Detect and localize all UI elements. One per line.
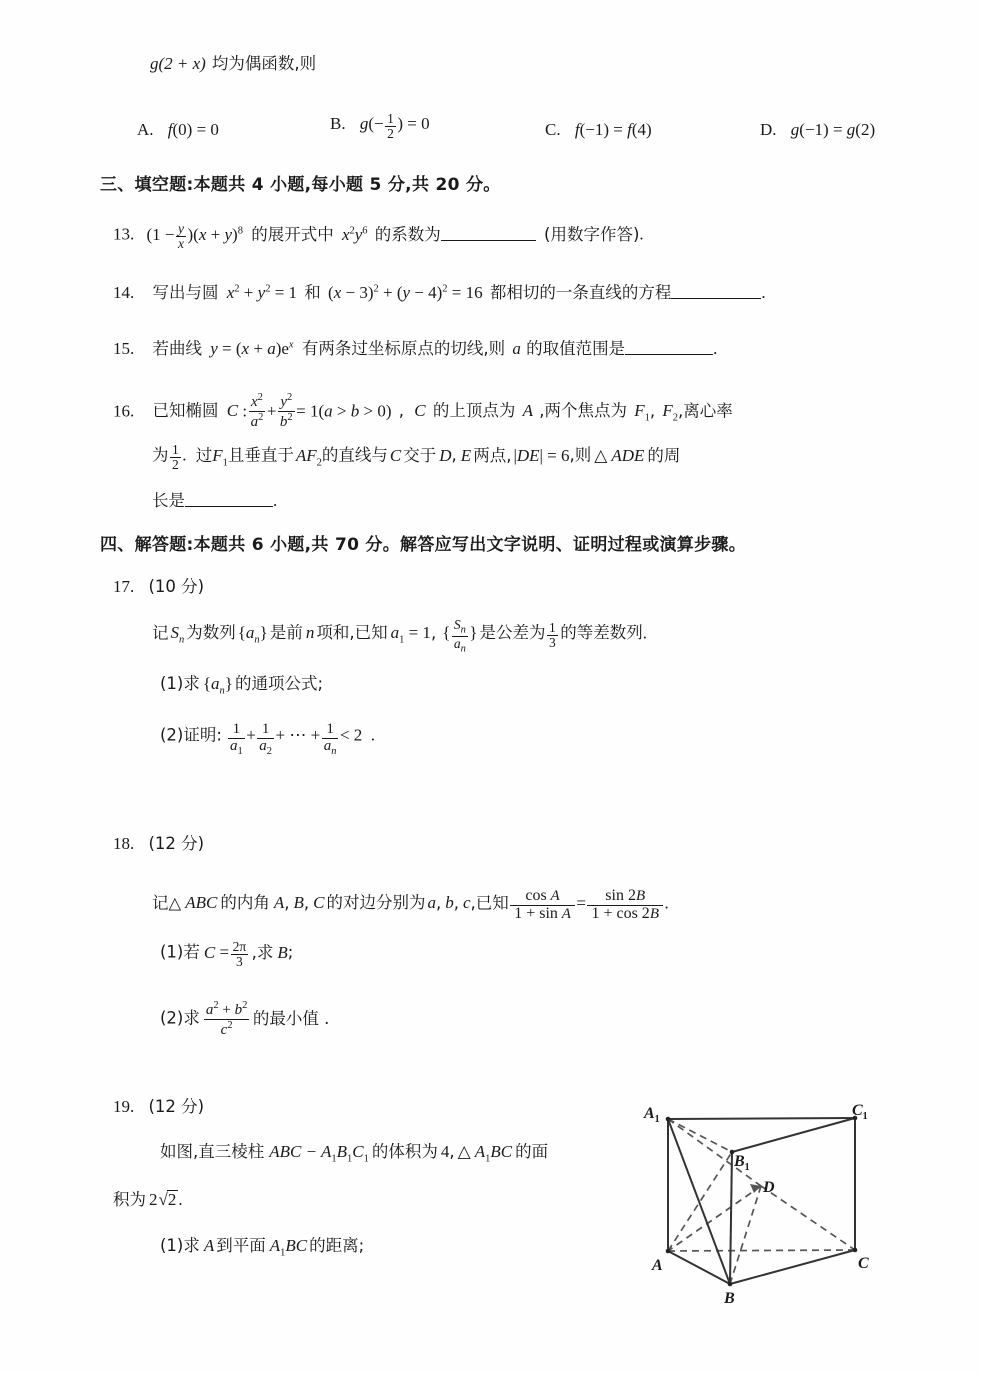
question-15: 15. 若曲线 $y = (x + a)e^x$ 有两条过坐标原点的切线,则 a 的取值范围是 .: [113, 339, 718, 359]
vertex-dot-A: [666, 1249, 671, 1254]
edge-A-C: [668, 1250, 855, 1251]
prism-svg: [630, 1085, 930, 1335]
edge-B1-B-visible: [730, 1152, 732, 1284]
section-heading-fill-in-blank: 三、填空题:本题共 4 小题,每小题 5 分,共 20 分。: [100, 175, 501, 195]
q16-text-2: 为: [152, 445, 169, 465]
question-17-part-2: (2)证明: $\frac{1}{a_1}$ + $\frac{1}{a_2}$ + ⋯ + $\frac{1}{a_n}$ < 2 .: [160, 721, 376, 757]
q13-text-1: 的展开式中: [251, 224, 334, 244]
q17-number: 17.: [113, 577, 135, 596]
question-18-header: [113, 835, 204, 853]
q14-text-1: 写出与圆: [152, 283, 219, 303]
q16-answer-blank[interactable]: [185, 490, 273, 507]
q12-option-a[interactable]: A. f(0) = 0: [137, 120, 219, 139]
q14-text-2: 都相切的一条直线的方程: [489, 283, 672, 303]
triangular-prism-figure: [630, 1085, 930, 1335]
vertex-dot-C: [853, 1248, 858, 1253]
figure-vertex-label-A: A: [652, 1257, 663, 1274]
question-18-part-1: (1)若 C = $\frac{2\pi}{3}$ ,求 B;: [160, 939, 294, 970]
question-19-stem-line-2: 积为 2√2 .: [113, 1190, 183, 1209]
section-heading-solution-questions: 四、解答题:本题共 6 小题,共 70 分。解答应写出文字说明、证明过程或演算步骤。: [100, 535, 747, 555]
q15-text-3: 的取值范围是: [526, 339, 626, 359]
question-18-part-2: (2)求 $\frac{a^2 + b^2}{c^2}$ 的最小值 .: [160, 1000, 330, 1038]
edge-A1-B: [668, 1119, 730, 1284]
edge-D-B: [730, 1186, 761, 1284]
edge-D-C: [761, 1186, 855, 1250]
q12-option-d[interactable]: D. g(−1) = g(2): [760, 120, 876, 139]
q12-option-b-body: g: [359, 113, 369, 133]
q12-stem-chinese: 均为偶函数,则: [211, 54, 317, 73]
q13-answer-blank[interactable]: [441, 224, 536, 241]
q14-answer-blank[interactable]: [671, 282, 761, 299]
q12-option-a-body: f: [167, 120, 173, 139]
q12-option-a-letter: A.: [137, 120, 154, 139]
vertex-dot-A1: [666, 1117, 671, 1122]
question-14: 14. 写出与圆 $x^2 + y^2 = 1$ 和 $(x - 3)^2 + (y - 4)^2 = 16$ 都相切的一条直线的方程 .: [113, 283, 766, 303]
question-17-stem: 记 $S_n$ 为数列 $\{a_n\}$ 是前 n 项和,已知 $a_1 = 1$, { $\frac{S_n}{a_n}$ } 是公差为 $\frac{1}{3}$ 的等差数列.: [152, 617, 648, 655]
q12-option-d-letter: D.: [760, 120, 777, 139]
question-13: 13. (1 − $\frac{y}{x}$ )$(x + y)^8$ 的展开式中 $x^2y^6$ 的系数为 (用数字作答).: [113, 221, 644, 252]
figure-vertex-label-D: D: [763, 1179, 775, 1196]
q12-option-b-letter: B.: [330, 113, 346, 133]
q12-expression: g(2 + x): [150, 54, 206, 73]
q15-number: 15.: [113, 339, 135, 359]
q15-text-2: 有两条过坐标原点的切线,则: [301, 339, 506, 359]
visible-edges-group: [668, 1118, 855, 1284]
q14-period: .: [761, 283, 766, 303]
question-19-header: [113, 1098, 204, 1116]
q14-number: 14.: [113, 283, 135, 303]
q15-period: .: [713, 339, 718, 359]
q16-period: .: [273, 491, 278, 511]
q19-number: 19.: [113, 1097, 135, 1116]
q12-option-c[interactable]: C. f(−1) = f(4): [545, 120, 652, 139]
edge-A1-C1: [668, 1118, 855, 1119]
q16-text-1: 已知椭圆: [152, 401, 219, 421]
q17-points: (10 分): [148, 577, 205, 596]
question-17-part-1: (1)求 $\{a_n\}$ 的通项公式;: [160, 674, 324, 697]
q14-text-and: 和: [304, 283, 321, 303]
figure-vertex-label-B1: $B_1$: [734, 1153, 750, 1174]
q13-number: 13.: [113, 224, 135, 244]
vertex-dots-group: [666, 1116, 858, 1287]
q18-number: 18.: [113, 834, 135, 853]
q15-answer-blank[interactable]: [625, 338, 713, 355]
q15-text-1: 若曲线: [152, 339, 202, 359]
question-16-line-3: [152, 490, 277, 510]
figure-vertex-label-C: C: [858, 1255, 869, 1272]
q18-points: (12 分): [148, 834, 205, 853]
q19-points: (12 分): [148, 1097, 205, 1116]
q12-option-b[interactable]: B. g(− $\frac{1}{2}$ ) = 0: [330, 111, 430, 142]
figure-vertex-label-C1: $C_1$: [852, 1102, 868, 1123]
q13-period: .: [639, 224, 644, 244]
question-16-line-2: 为 $\frac{1}{2}$ . 过$F_1$且垂直于 $AF_2$的直线与 C 交于 D, E 两点, |DE| = 6,则 △ ADE 的周: [152, 442, 681, 473]
q16-text-3: 长是: [152, 491, 185, 511]
vertex-dot-B: [728, 1282, 733, 1287]
q12-option-c-letter: C.: [545, 120, 561, 139]
figure-vertex-label-B: B: [724, 1290, 735, 1307]
q13-note: (用数字作答): [544, 224, 640, 244]
q16-number: 16.: [113, 401, 135, 421]
question-19-stem-line-1: 如图,直三棱柱 ABC − $A_1B_1C_1$ 的体积为 4, △ $A_1BC$ 的面: [160, 1142, 549, 1165]
q12-stem-tail: [150, 55, 316, 73]
figure-vertex-label-A1: $A_1$: [644, 1105, 660, 1126]
question-17-header: [113, 578, 204, 596]
q12-option-d-body: g: [790, 120, 800, 139]
question-18-stem: 记△ ABC 的内角 A, B, C 的对边分别为 a, b, c,已知 $\frac{\text{cos A}}{\text{1 + sin A}}$ = $\frac{\sin 2B}{1 + \cos 2B}$ .: [152, 887, 669, 922]
q13-text-2: 的系数为: [374, 224, 441, 244]
edge-B1-C1: [732, 1118, 855, 1152]
q12-option-c-body: f: [574, 120, 580, 139]
question-19-part-1: (1)求 A 到平面 $A_1BC$ 的距离;: [160, 1236, 365, 1259]
q15-variable: a: [512, 339, 521, 359]
question-16-line-1: 16. 已知椭圆 C : $\frac{x^2}{a^2}$ + $\frac{y^2}{b^2}$ = 1(a > b > 0) , C 的上顶点为 A ,两个焦点为 $F_1$, $F_2$,离心率: [113, 392, 733, 430]
edge-A-B: [668, 1251, 730, 1284]
edge-B-C: [730, 1250, 855, 1284]
